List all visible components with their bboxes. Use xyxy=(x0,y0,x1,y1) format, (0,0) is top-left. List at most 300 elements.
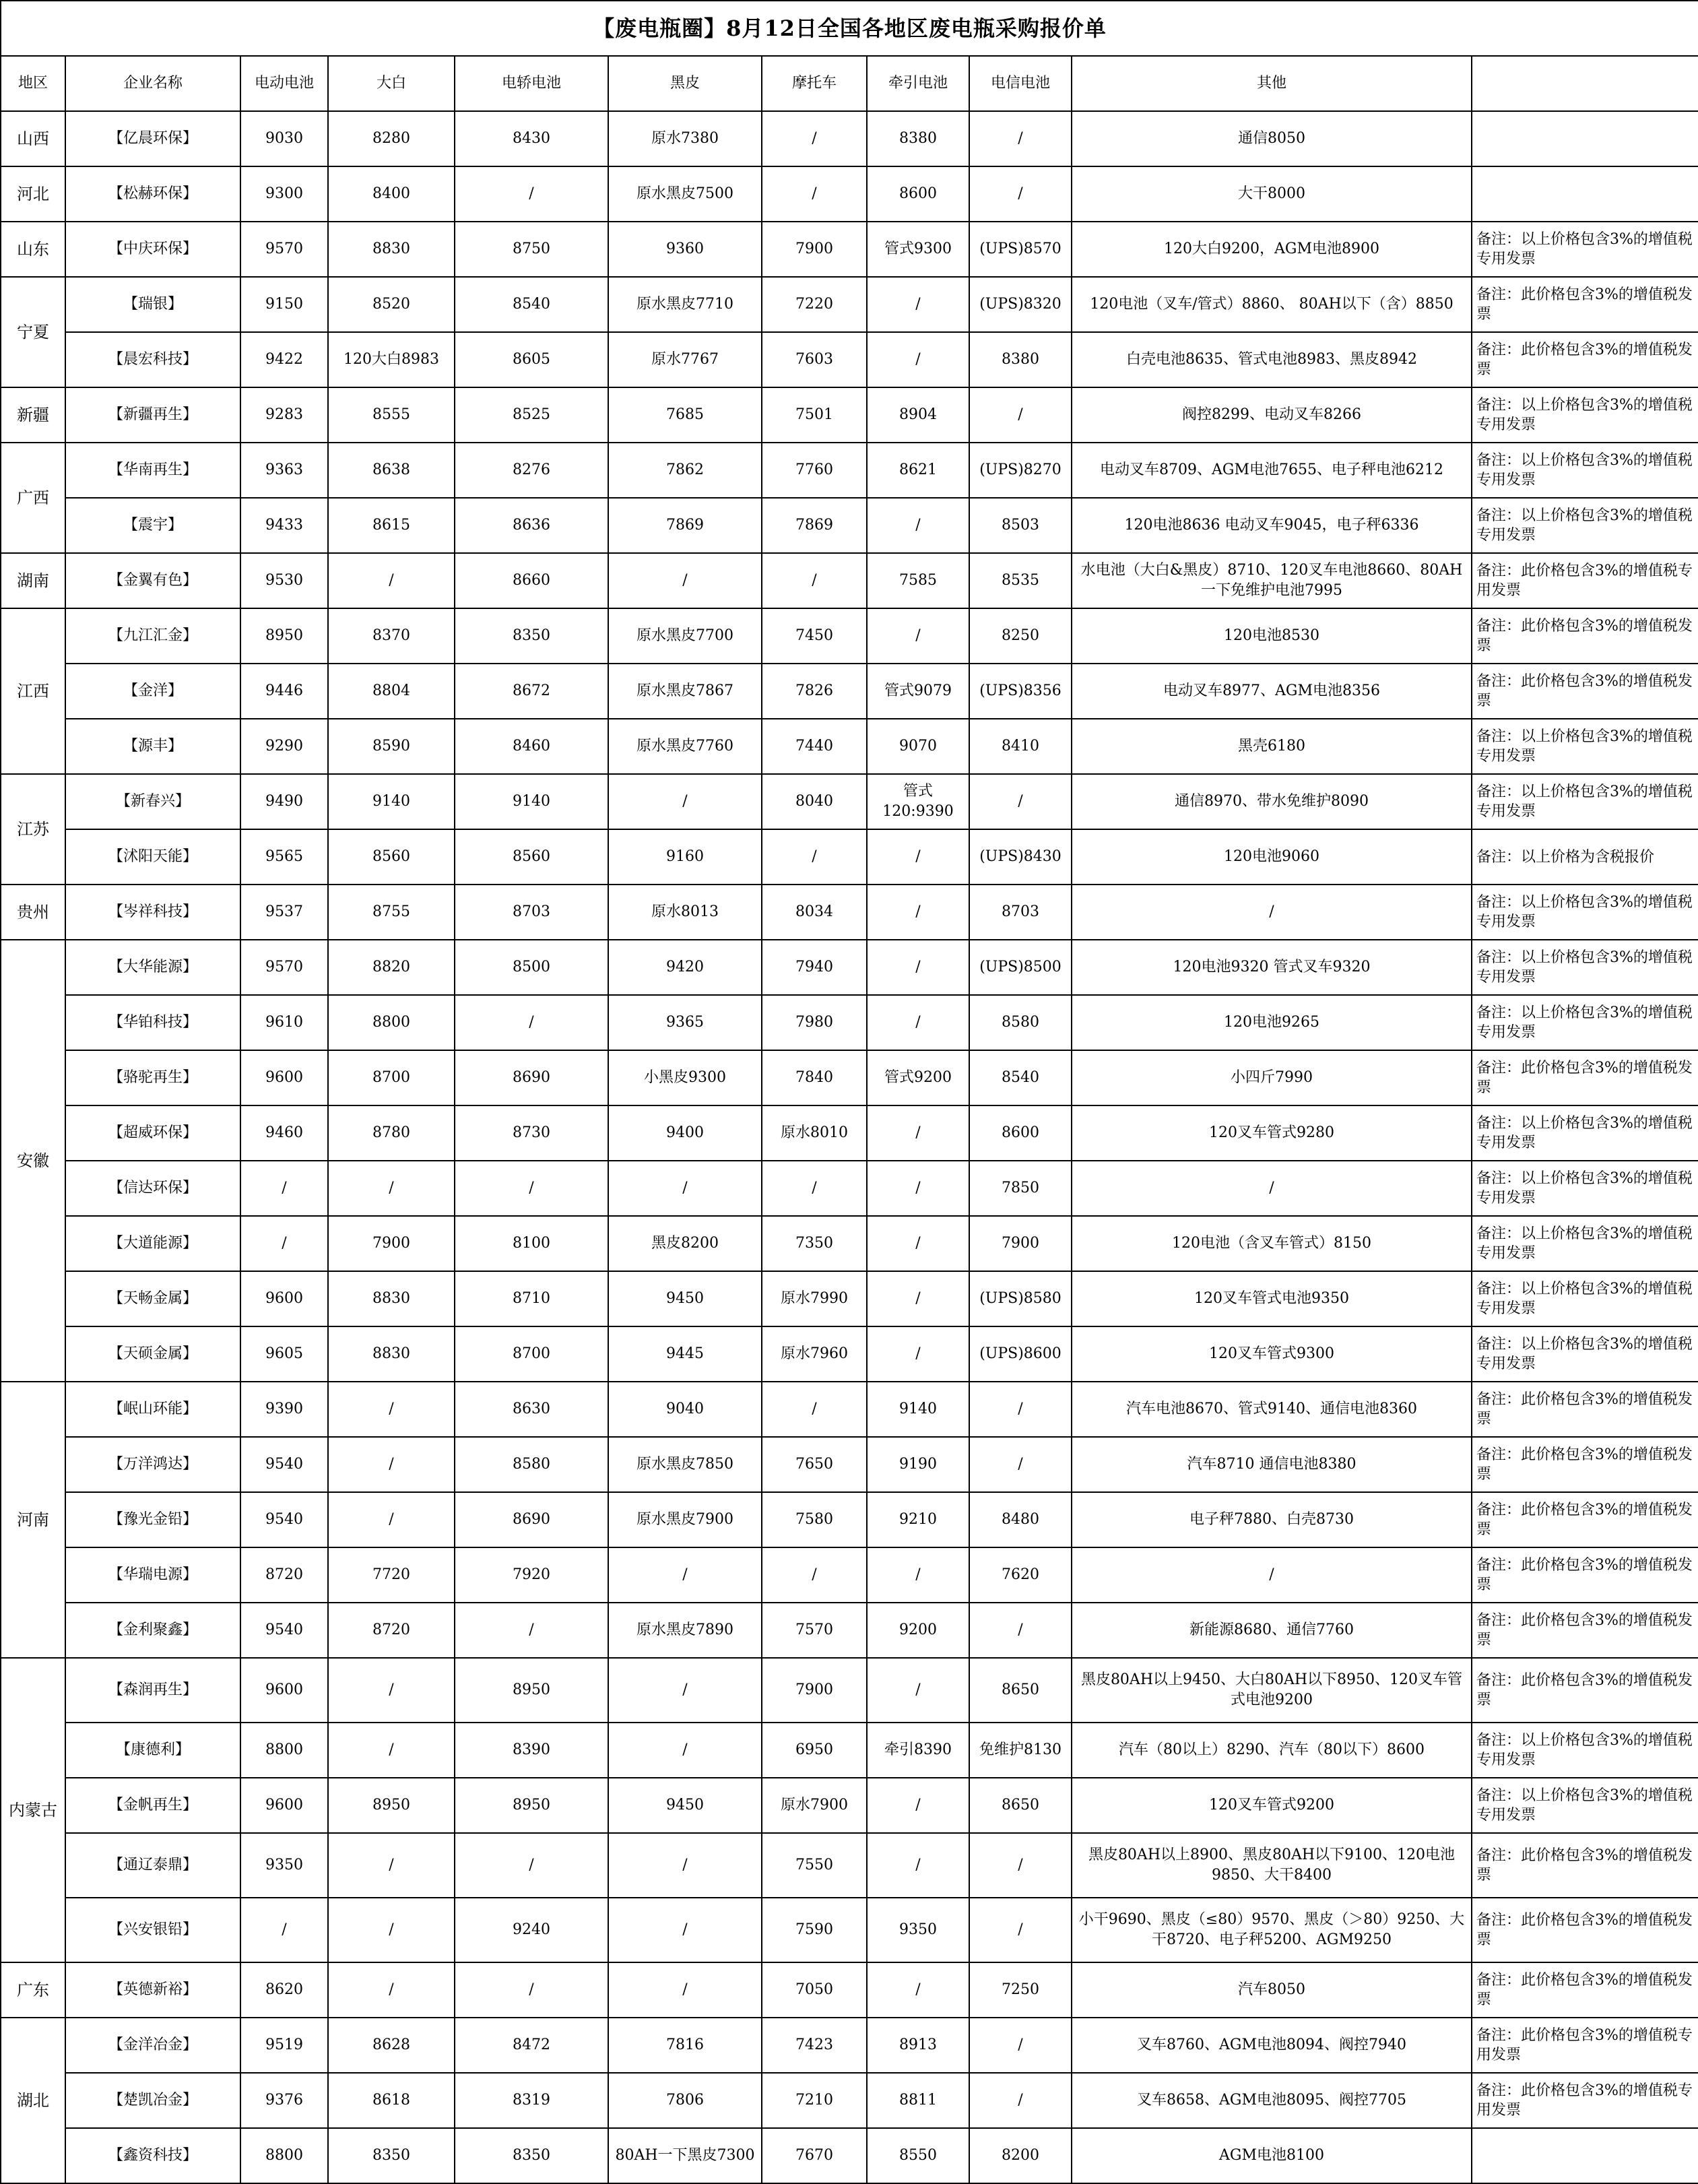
table-row xyxy=(1,1962,1698,2018)
table-row xyxy=(1,1547,1698,1603)
dianjiao-cell: 8730 xyxy=(455,1105,608,1161)
traction-cell: 8550 xyxy=(867,2128,969,2183)
col-header-note xyxy=(1472,56,1698,111)
telecom-cell: / xyxy=(969,774,1072,829)
telecom-cell: 7900 xyxy=(969,1216,1072,1271)
traction-cell: 9070 xyxy=(867,719,969,774)
dabai-cell: 8560 xyxy=(328,829,455,885)
traction-cell: / xyxy=(867,1658,969,1723)
heipi-cell: 9445 xyxy=(608,1326,762,1382)
telecom-cell: / xyxy=(969,1833,1072,1898)
telecom-cell: (UPS)8570 xyxy=(969,222,1072,277)
ev-battery-cell: 8950 xyxy=(240,608,328,664)
region-cell: 广东 xyxy=(1,1962,65,2018)
telecom-cell: (UPS)8580 xyxy=(969,1271,1072,1326)
heipi-cell: 7685 xyxy=(608,387,762,443)
dianjiao-cell: 8660 xyxy=(455,553,608,608)
company-cell: 【九江汇金】 xyxy=(65,608,240,664)
company-cell: 【超威环保】 xyxy=(65,1105,240,1161)
traction-cell: / xyxy=(867,1271,969,1326)
dianjiao-cell: 8636 xyxy=(455,498,608,553)
traction-cell: / xyxy=(867,829,969,885)
telecom-cell: / xyxy=(969,1898,1072,1962)
dabai-cell: 8618 xyxy=(328,2073,455,2128)
col-header-heipi: 黑皮 xyxy=(608,56,762,111)
heipi-cell: 9420 xyxy=(608,940,762,995)
note-cell: 备注：此价格包含3%的增值税发票 xyxy=(1472,1492,1698,1547)
region-cell: 湖北 xyxy=(1,2018,65,2183)
ev-battery-cell: / xyxy=(240,1161,328,1216)
heipi-cell: 原水黑皮7760 xyxy=(608,719,762,774)
telecom-cell: (UPS)8500 xyxy=(969,940,1072,995)
motorcycle-cell: 7210 xyxy=(762,2073,867,2128)
motorcycle-cell: 7980 xyxy=(762,995,867,1050)
dabai-cell: / xyxy=(328,1382,455,1437)
company-cell: 【森润再生】 xyxy=(65,1658,240,1723)
telecom-cell: 免维护8130 xyxy=(969,1723,1072,1778)
dabai-cell: 8615 xyxy=(328,498,455,553)
other-cell: 电动叉车8977、AGM电池8356 xyxy=(1072,664,1472,719)
dianjiao-cell: 8560 xyxy=(455,829,608,885)
motorcycle-cell: / xyxy=(762,166,867,222)
table-row xyxy=(1,2018,1698,2073)
note-cell: 备注：此价格包含3%的增值税发票 xyxy=(1472,1382,1698,1437)
table-row xyxy=(1,1161,1698,1216)
motorcycle-cell: 7440 xyxy=(762,719,867,774)
company-cell: 【晨宏科技】 xyxy=(65,332,240,387)
note-cell: 备注：此价格包含3%的增值税发票 xyxy=(1472,664,1698,719)
table-row xyxy=(1,608,1698,664)
table-row xyxy=(1,1326,1698,1382)
company-cell: 【天畅金属】 xyxy=(65,1271,240,1326)
motorcycle-cell: 7501 xyxy=(762,387,867,443)
ev-battery-cell: 9390 xyxy=(240,1382,328,1437)
region-cell: 贵州 xyxy=(1,885,65,940)
heipi-cell: 9365 xyxy=(608,995,762,1050)
other-cell: 叉车8658、AGM电池8095、阀控7705 xyxy=(1072,2073,1472,2128)
telecom-cell: / xyxy=(969,1603,1072,1658)
other-cell: 汽车8050 xyxy=(1072,1962,1472,2018)
table-row xyxy=(1,719,1698,774)
note-cell: 备注：以上价格包含3%的增值税专用发票 xyxy=(1472,1271,1698,1326)
motorcycle-cell: 7580 xyxy=(762,1492,867,1547)
table-row xyxy=(1,995,1698,1050)
dianjiao-cell: 8630 xyxy=(455,1382,608,1437)
note-cell: 备注：以上价格包含3%的增值税专用发票 xyxy=(1472,1326,1698,1382)
ev-battery-cell: 9540 xyxy=(240,1603,328,1658)
company-cell: 【大华能源】 xyxy=(65,940,240,995)
other-cell: 汽车8710 通信电池8380 xyxy=(1072,1437,1472,1492)
note-cell: 备注：以上价格包含3%的增值税专用发票 xyxy=(1472,1216,1698,1271)
ev-battery-cell: 9350 xyxy=(240,1833,328,1898)
col-header-dianjiao: 电轿电池 xyxy=(455,56,608,111)
company-cell: 【骆驼再生】 xyxy=(65,1050,240,1105)
heipi-cell: 原水8013 xyxy=(608,885,762,940)
motorcycle-cell: / xyxy=(762,1382,867,1437)
dianjiao-cell: 8700 xyxy=(455,1326,608,1382)
traction-cell: 管式9300 xyxy=(867,222,969,277)
heipi-cell: 7862 xyxy=(608,443,762,498)
ev-battery-cell: 9570 xyxy=(240,940,328,995)
dianjiao-cell: 8605 xyxy=(455,332,608,387)
heipi-cell: 7806 xyxy=(608,2073,762,2128)
telecom-cell: 8650 xyxy=(969,1778,1072,1833)
motorcycle-cell: 8040 xyxy=(762,774,867,829)
ev-battery-cell: 9540 xyxy=(240,1437,328,1492)
ev-battery-cell: 9446 xyxy=(240,664,328,719)
telecom-cell: 8535 xyxy=(969,553,1072,608)
telecom-cell: (UPS)8430 xyxy=(969,829,1072,885)
table-row xyxy=(1,1492,1698,1547)
heipi-cell: / xyxy=(608,1898,762,1962)
ev-battery-cell: 9519 xyxy=(240,2018,328,2073)
company-cell: 【岑祥科技】 xyxy=(65,885,240,940)
note-cell: 备注：以上价格包含3%的增值税专用发票 xyxy=(1472,885,1698,940)
heipi-cell: 9450 xyxy=(608,1778,762,1833)
company-cell: 【金翼有色】 xyxy=(65,553,240,608)
dabai-cell: 8520 xyxy=(328,277,455,332)
traction-cell: 8621 xyxy=(867,443,969,498)
traction-cell: / xyxy=(867,1547,969,1603)
motorcycle-cell: 7869 xyxy=(762,498,867,553)
motorcycle-cell: 7900 xyxy=(762,222,867,277)
dabai-cell: / xyxy=(328,1898,455,1962)
region-cell: 江西 xyxy=(1,608,65,774)
motorcycle-cell: / xyxy=(762,111,867,166)
dianjiao-cell: / xyxy=(455,166,608,222)
dabai-cell: / xyxy=(328,1833,455,1898)
other-cell: AGM电池8100 xyxy=(1072,2128,1472,2183)
other-cell: 120电池8636 电动叉车9045，电子秤6336 xyxy=(1072,498,1472,553)
telecom-cell: 8250 xyxy=(969,608,1072,664)
dabai-cell: 8830 xyxy=(328,1271,455,1326)
dabai-cell: / xyxy=(328,1723,455,1778)
ev-battery-cell: 8720 xyxy=(240,1547,328,1603)
heipi-cell: / xyxy=(608,1658,762,1723)
ev-battery-cell: 9600 xyxy=(240,1050,328,1105)
dabai-cell: 8555 xyxy=(328,387,455,443)
company-cell: 【金利聚鑫】 xyxy=(65,1603,240,1658)
dianjiao-cell: 8703 xyxy=(455,885,608,940)
ev-battery-cell: 9530 xyxy=(240,553,328,608)
table-body xyxy=(1,1,1698,2183)
other-cell: 120电池9320 管式叉车9320 xyxy=(1072,940,1472,995)
dabai-cell: 8638 xyxy=(328,443,455,498)
table-row xyxy=(1,222,1698,277)
col-header-telecom: 电信电池 xyxy=(969,56,1072,111)
dabai-cell: 8720 xyxy=(328,1603,455,1658)
heipi-cell: / xyxy=(608,1833,762,1898)
motorcycle-cell: 原水8010 xyxy=(762,1105,867,1161)
other-cell: 电子秤7880、白壳8730 xyxy=(1072,1492,1472,1547)
ev-battery-cell: 9030 xyxy=(240,111,328,166)
note-cell: 备注：此价格包含3%的增值税发票 xyxy=(1472,1603,1698,1658)
ev-battery-cell: 9422 xyxy=(240,332,328,387)
dianjiao-cell: 8350 xyxy=(455,608,608,664)
ev-battery-cell: 9570 xyxy=(240,222,328,277)
telecom-cell: 7850 xyxy=(969,1161,1072,1216)
motorcycle-cell: 7760 xyxy=(762,443,867,498)
ev-battery-cell: 9363 xyxy=(240,443,328,498)
table-row xyxy=(1,498,1698,553)
company-cell: 【大道能源】 xyxy=(65,1216,240,1271)
telecom-cell: 8703 xyxy=(969,885,1072,940)
ev-battery-cell: 8620 xyxy=(240,1962,328,2018)
company-cell: 【震宇】 xyxy=(65,498,240,553)
dianjiao-cell: 8710 xyxy=(455,1271,608,1326)
motorcycle-cell: 7650 xyxy=(762,1437,867,1492)
dianjiao-cell: / xyxy=(455,1161,608,1216)
table-row xyxy=(1,1603,1698,1658)
table-row xyxy=(1,1216,1698,1271)
note-cell: 备注：以上价格包含3%的增值税专用发票 xyxy=(1472,1161,1698,1216)
col-header-motorcycle: 摩托车 xyxy=(762,56,867,111)
dianjiao-cell: 9140 xyxy=(455,774,608,829)
other-cell: 小干9690、黑皮（≤80）9570、黑皮（＞80）9250、大干8720、电子秤5200、AGM9250 xyxy=(1072,1898,1472,1962)
other-cell: 电动叉车8709、AGM电池7655、电子秤电池6212 xyxy=(1072,443,1472,498)
ev-battery-cell: 9537 xyxy=(240,885,328,940)
dianjiao-cell: 8319 xyxy=(455,2073,608,2128)
company-cell: 【楚凯冶金】 xyxy=(65,2073,240,2128)
ev-battery-cell: 9605 xyxy=(240,1326,328,1382)
heipi-cell: / xyxy=(608,1723,762,1778)
note-cell: 备注：此价格包含3%的增值税发票 xyxy=(1472,277,1698,332)
telecom-cell: 7250 xyxy=(969,1962,1072,2018)
ev-battery-cell: 9610 xyxy=(240,995,328,1050)
motorcycle-cell: 原水7960 xyxy=(762,1326,867,1382)
company-cell: 【中庆环保】 xyxy=(65,222,240,277)
telecom-cell: 8650 xyxy=(969,1658,1072,1723)
heipi-cell: 原水黑皮7890 xyxy=(608,1603,762,1658)
ev-battery-cell: 9460 xyxy=(240,1105,328,1161)
table-row xyxy=(1,387,1698,443)
telecom-cell: 8410 xyxy=(969,719,1072,774)
table-row xyxy=(1,2073,1698,2128)
heipi-cell: 黑皮8200 xyxy=(608,1216,762,1271)
dabai-cell: 8370 xyxy=(328,608,455,664)
dabai-cell: 8830 xyxy=(328,1326,455,1382)
table-row xyxy=(1,1658,1698,1723)
note-cell: 备注：以上价格包含3%的增值税专用发票 xyxy=(1472,1105,1698,1161)
telecom-cell: 8380 xyxy=(969,332,1072,387)
ev-battery-cell: 9150 xyxy=(240,277,328,332)
note-cell: 备注：此价格包含3%的增值税专用发票 xyxy=(1472,2018,1698,2073)
traction-cell: / xyxy=(867,277,969,332)
note-cell: 备注：此价格包含3%的增值税发票 xyxy=(1472,332,1698,387)
dianjiao-cell: 8525 xyxy=(455,387,608,443)
table-row xyxy=(1,166,1698,222)
telecom-cell: / xyxy=(969,166,1072,222)
other-cell: 通信8970、带水免维护8090 xyxy=(1072,774,1472,829)
traction-cell: 8600 xyxy=(867,166,969,222)
traction-cell: 8380 xyxy=(867,111,969,166)
heipi-cell: 小黑皮9300 xyxy=(608,1050,762,1105)
dianjiao-cell: 8672 xyxy=(455,664,608,719)
telecom-cell: 7620 xyxy=(969,1547,1072,1603)
dabai-cell: 8804 xyxy=(328,664,455,719)
note-cell: 备注：此价格包含3%的增值税发票 xyxy=(1472,1547,1698,1603)
traction-cell: 牵引8390 xyxy=(867,1723,969,1778)
company-cell: 【金洋】 xyxy=(65,664,240,719)
table-row xyxy=(1,1050,1698,1105)
heipi-cell: 9360 xyxy=(608,222,762,277)
company-cell: 【鑫资科技】 xyxy=(65,2128,240,2183)
dabai-cell: 8400 xyxy=(328,166,455,222)
table-row xyxy=(1,829,1698,885)
motorcycle-cell: 7603 xyxy=(762,332,867,387)
other-cell: 黑皮80AH以上9450、大白80AH以下8950、120叉车管式电池9200 xyxy=(1072,1658,1472,1723)
motorcycle-cell: / xyxy=(762,829,867,885)
dianjiao-cell: 8430 xyxy=(455,111,608,166)
dabai-cell: / xyxy=(328,553,455,608)
table-row xyxy=(1,1723,1698,1778)
motorcycle-cell: 原水7900 xyxy=(762,1778,867,1833)
note-cell: 备注：以上价格包含3%的增值税专用发票 xyxy=(1472,498,1698,553)
table-row xyxy=(1,277,1698,332)
region-cell: 河北 xyxy=(1,166,65,222)
other-cell: 120叉车管式9280 xyxy=(1072,1105,1472,1161)
note-cell: 备注：此价格包含3%的增值税发票 xyxy=(1472,1962,1698,2018)
heipi-cell: 9450 xyxy=(608,1271,762,1326)
col-header-company: 企业名称 xyxy=(65,56,240,111)
table-row xyxy=(1,111,1698,166)
heipi-cell: 原水7767 xyxy=(608,332,762,387)
traction-cell: 9350 xyxy=(867,1898,969,1962)
company-cell: 【华瑞电源】 xyxy=(65,1547,240,1603)
traction-cell: / xyxy=(867,940,969,995)
motorcycle-cell: 7550 xyxy=(762,1833,867,1898)
company-cell: 【华铂科技】 xyxy=(65,995,240,1050)
note-cell: 备注：以上价格包含3%的增值税专用发票 xyxy=(1472,443,1698,498)
dabai-cell: 9140 xyxy=(328,774,455,829)
dabai-cell: 8800 xyxy=(328,995,455,1050)
heipi-cell: / xyxy=(608,553,762,608)
dianjiao-cell: 8690 xyxy=(455,1050,608,1105)
telecom-cell: 8600 xyxy=(969,1105,1072,1161)
heipi-cell: / xyxy=(608,1962,762,2018)
traction-cell: / xyxy=(867,1833,969,1898)
traction-cell: 7585 xyxy=(867,553,969,608)
other-cell: 汽车电池8670、管式9140、通信电池8360 xyxy=(1072,1382,1472,1437)
note-cell: 备注：以上价格包含3%的增值税专用发票 xyxy=(1472,387,1698,443)
note-cell: 备注：此价格包含3%的增值税发票 xyxy=(1472,1437,1698,1492)
traction-cell: 9140 xyxy=(867,1382,969,1437)
other-cell: / xyxy=(1072,885,1472,940)
company-cell: 【金帆再生】 xyxy=(65,1778,240,1833)
dianjiao-cell: / xyxy=(455,1962,608,2018)
traction-cell: 8904 xyxy=(867,387,969,443)
dabai-cell: / xyxy=(328,1161,455,1216)
region-cell: 宁夏 xyxy=(1,277,65,387)
other-cell: 白壳电池8635、管式电池8983、黑皮8942 xyxy=(1072,332,1472,387)
dianjiao-cell: / xyxy=(455,1603,608,1658)
ev-battery-cell: 8800 xyxy=(240,1723,328,1778)
note-cell: 备注：此价格包含3%的增值税专用发票 xyxy=(1472,553,1698,608)
heipi-cell: 80AH一下黑皮7300 xyxy=(608,2128,762,2183)
dabai-cell: 8350 xyxy=(328,2128,455,2183)
dabai-cell: 8830 xyxy=(328,222,455,277)
dianjiao-cell: / xyxy=(455,1833,608,1898)
table-row xyxy=(1,443,1698,498)
dianjiao-cell: 8100 xyxy=(455,1216,608,1271)
dianjiao-cell: / xyxy=(455,995,608,1050)
other-cell: 黑皮80AH以上8900、黑皮80AH以下9100、120电池9850、大干8400 xyxy=(1072,1833,1472,1898)
company-cell: 【万洋鸿达】 xyxy=(65,1437,240,1492)
motorcycle-cell: 7590 xyxy=(762,1898,867,1962)
dianjiao-cell: 8500 xyxy=(455,940,608,995)
col-header-traction: 牵引电池 xyxy=(867,56,969,111)
heipi-cell: 9040 xyxy=(608,1382,762,1437)
ev-battery-cell: 9490 xyxy=(240,774,328,829)
traction-cell: / xyxy=(867,1326,969,1382)
note-cell: 备注：以上价格包含3%的增值税专用发票 xyxy=(1472,222,1698,277)
table-row xyxy=(1,1382,1698,1437)
note-cell: 备注：此价格包含3%的增值税发票 xyxy=(1472,1898,1698,1962)
telecom-cell: (UPS)8320 xyxy=(969,277,1072,332)
ev-battery-cell: / xyxy=(240,1216,328,1271)
note-cell: 备注：此价格包含3%的增值税发票 xyxy=(1472,608,1698,664)
telecom-cell: / xyxy=(969,111,1072,166)
heipi-cell: 原水黑皮7700 xyxy=(608,608,762,664)
traction-cell: / xyxy=(867,1962,969,2018)
note-cell xyxy=(1472,111,1698,166)
telecom-cell: 8580 xyxy=(969,995,1072,1050)
ev-battery-cell: 9565 xyxy=(240,829,328,885)
table-row xyxy=(1,1437,1698,1492)
motorcycle-cell: 7423 xyxy=(762,2018,867,2073)
ev-battery-cell: / xyxy=(240,1898,328,1962)
motorcycle-cell: / xyxy=(762,1161,867,1216)
traction-cell: / xyxy=(867,1161,969,1216)
motorcycle-cell: 7826 xyxy=(762,664,867,719)
company-cell: 【金洋冶金】 xyxy=(65,2018,240,2073)
heipi-cell: 7869 xyxy=(608,498,762,553)
dianjiao-cell: 8540 xyxy=(455,277,608,332)
company-cell: 【豫光金铅】 xyxy=(65,1492,240,1547)
other-cell: 黑壳6180 xyxy=(1072,719,1472,774)
dabai-cell: 8628 xyxy=(328,2018,455,2073)
dianjiao-cell: 7920 xyxy=(455,1547,608,1603)
dianjiao-cell: 8950 xyxy=(455,1658,608,1723)
dianjiao-cell: 8350 xyxy=(455,2128,608,2183)
telecom-cell: 8200 xyxy=(969,2128,1072,2183)
company-cell: 【英德新裕】 xyxy=(65,1962,240,2018)
note-cell: 备注：此价格包含3%的增值税发票 xyxy=(1472,1833,1698,1898)
company-cell: 【信达环保】 xyxy=(65,1161,240,1216)
motorcycle-cell: 7940 xyxy=(762,940,867,995)
telecom-cell: / xyxy=(969,387,1072,443)
table-row xyxy=(1,1778,1698,1833)
motorcycle-cell: 7900 xyxy=(762,1658,867,1723)
heipi-cell: 原水黑皮7900 xyxy=(608,1492,762,1547)
other-cell: 通信8050 xyxy=(1072,111,1472,166)
traction-cell: 管式9200 xyxy=(867,1050,969,1105)
dianjiao-cell: 8580 xyxy=(455,1437,608,1492)
table-row xyxy=(1,1833,1698,1898)
ev-battery-cell: 9433 xyxy=(240,498,328,553)
ev-battery-cell: 9600 xyxy=(240,1778,328,1833)
other-cell: 汽车（80以上）8290、汽车（80以下）8600 xyxy=(1072,1723,1472,1778)
other-cell: 120叉车管式电池9350 xyxy=(1072,1271,1472,1326)
region-cell: 河南 xyxy=(1,1382,65,1658)
company-cell: 【亿晨环保】 xyxy=(65,111,240,166)
note-cell: 备注：此价格包含3%的增值税发票 xyxy=(1472,1050,1698,1105)
company-cell: 【康德利】 xyxy=(65,1723,240,1778)
company-cell: 【天硕金属】 xyxy=(65,1326,240,1382)
company-cell: 【瑞银】 xyxy=(65,277,240,332)
table-row xyxy=(1,940,1698,995)
dianjiao-cell: 8750 xyxy=(455,222,608,277)
